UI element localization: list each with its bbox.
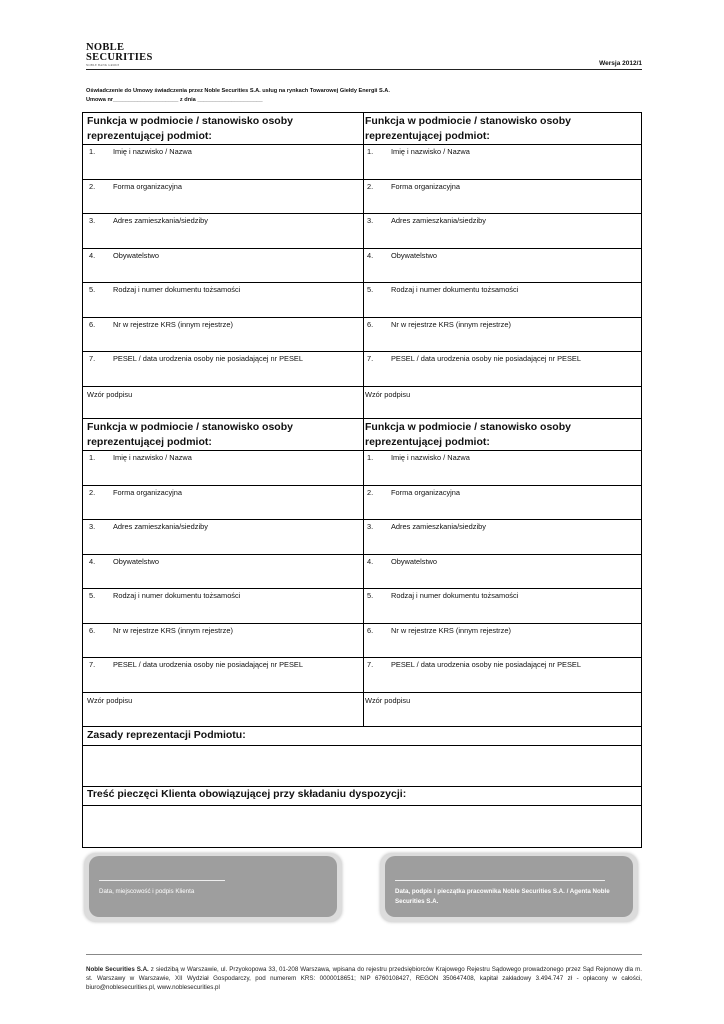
- field-number: 3.: [367, 522, 374, 531]
- person-column: [83, 113, 364, 418]
- person-field-row[interactable]: [83, 658, 363, 693]
- field-label: PESEL / data urodzenia osoby nie posiadającej nr PESEL: [113, 354, 303, 363]
- field-label: Forma organizacyjna: [391, 181, 461, 191]
- field-number: 5.: [367, 285, 374, 294]
- declaration-title: Oświadczenie do Umowy świadczenia przez Noble Securities S.A. usług na rynkach Towarowej Giełdy Energii S.A.: [86, 88, 390, 94]
- field-number: 1.: [89, 147, 96, 156]
- person-field-row[interactable]: [361, 624, 641, 659]
- field-label: Rodzaj i numer dokumentu tożsamości: [391, 591, 519, 600]
- field-number: 3.: [89, 522, 96, 531]
- person-field-row[interactable]: [361, 249, 641, 284]
- person-field-row[interactable]: [83, 352, 363, 387]
- field-number: 7.: [89, 354, 96, 363]
- field-label: Adres zamieszkania/siedziby: [391, 522, 486, 531]
- field-label: Forma organizacyjna: [113, 487, 183, 497]
- person-column: [361, 113, 641, 418]
- field-number: 2.: [89, 487, 96, 497]
- agreement-line: Umowa nr_____________________ z dnia _____________________: [86, 97, 263, 103]
- employee-signature-caption: Data, podpis i pieczątka pracownika Noble Securities S.A. / Agenta Noble Securities S.A.: [395, 888, 610, 905]
- person-field-row[interactable]: [361, 180, 641, 215]
- footer: [86, 965, 642, 992]
- representation-title: Zasady reprezentacji Podmiotu:: [83, 727, 641, 746]
- field-label: Nr w rejestrze KRS (innym rejestrze): [391, 319, 511, 329]
- field-number: 6.: [367, 319, 374, 329]
- field-label: Adres zamieszkania/siedziby: [113, 522, 208, 531]
- employee-signature-box[interactable]: [380, 853, 638, 922]
- client-signature-caption: Data, miejscowość i podpis Klienta: [99, 888, 195, 895]
- field-number: 1.: [367, 147, 374, 156]
- person-field-row[interactable]: [83, 486, 363, 521]
- person-field-row[interactable]: [361, 145, 641, 180]
- field-label: Obywatelstwo: [113, 250, 160, 260]
- person-grid-1: [82, 112, 642, 419]
- logo-line1: NOBLE: [86, 42, 125, 53]
- person-header: Funkcja w podmiocie / stanowisko osoby reprezentującej podmiot:: [361, 419, 641, 451]
- declaration: [86, 87, 390, 105]
- field-label: Imię i nazwisko / Nazwa: [113, 453, 192, 462]
- signature-specimen-field[interactable]: Wzór podpisu: [87, 695, 133, 705]
- field-number: 6.: [89, 319, 96, 329]
- field-number: 4.: [89, 556, 96, 566]
- field-number: 3.: [367, 216, 374, 225]
- person-field-row[interactable]: [361, 214, 641, 249]
- field-number: 6.: [89, 625, 96, 635]
- field-label: Obywatelstwo: [391, 556, 438, 566]
- footer-divider: [86, 954, 642, 955]
- client-signature-box[interactable]: [84, 853, 342, 922]
- person-field-row[interactable]: [83, 624, 363, 659]
- signature-specimen-field[interactable]: Wzór podpisu: [87, 389, 133, 399]
- person-field-row[interactable]: [83, 451, 363, 486]
- field-number: 2.: [367, 487, 374, 497]
- person-header: Funkcja w podmiocie / stanowisko osoby reprezentującej podmiot:: [83, 113, 363, 145]
- person-field-row[interactable]: [83, 145, 363, 180]
- person-field-row[interactable]: [83, 555, 363, 590]
- signature-specimen-field[interactable]: Wzór podpisu: [365, 695, 411, 705]
- field-label: Obywatelstwo: [113, 556, 160, 566]
- person-grid-2: [82, 418, 642, 727]
- signature-line: [99, 880, 225, 881]
- field-label: Obywatelstwo: [391, 250, 438, 260]
- field-number: 4.: [367, 556, 374, 566]
- person-column: [83, 419, 364, 726]
- logo-line2: SECURITIES: [86, 52, 153, 63]
- representation-section: [82, 726, 642, 787]
- person-field-row[interactable]: [361, 520, 641, 555]
- field-label: Nr w rejestrze KRS (innym rejestrze): [391, 625, 511, 635]
- field-label: PESEL / data urodzenia osoby nie posiadającej nr PESEL: [391, 660, 581, 669]
- person-field-row[interactable]: [83, 589, 363, 624]
- logo-tagline: NOBLE BANK GROUP: [86, 63, 120, 67]
- field-label: Rodzaj i numer dokumentu tożsamości: [113, 285, 241, 294]
- person-field-row[interactable]: [83, 520, 363, 555]
- field-number: 5.: [89, 285, 96, 294]
- field-number: 5.: [367, 591, 374, 600]
- representation-field[interactable]: [83, 746, 641, 790]
- field-number: 5.: [89, 591, 96, 600]
- version-label: Wersja 2012/1: [599, 60, 642, 67]
- field-label: Adres zamieszkania/siedziby: [391, 216, 486, 225]
- field-label: Rodzaj i numer dokumentu tożsamości: [391, 285, 519, 294]
- person-field-row[interactable]: [361, 589, 641, 624]
- person-field-row[interactable]: [361, 658, 641, 693]
- person-field-row[interactable]: [83, 283, 363, 318]
- person-field-row[interactable]: [361, 555, 641, 590]
- field-label: Forma organizacyjna: [113, 181, 183, 191]
- person-field-row[interactable]: [361, 451, 641, 486]
- header-divider: [86, 69, 642, 70]
- field-number: 7.: [367, 660, 374, 669]
- person-header: Funkcja w podmiocie / stanowisko osoby reprezentującej podmiot:: [83, 419, 363, 451]
- person-column: [361, 419, 641, 726]
- person-field-row[interactable]: [361, 318, 641, 353]
- field-label: Rodzaj i numer dokumentu tożsamości: [113, 591, 241, 600]
- field-number: 1.: [89, 453, 96, 462]
- person-field-row[interactable]: [83, 318, 363, 353]
- person-field-row[interactable]: [361, 283, 641, 318]
- company-logo: [86, 43, 153, 67]
- footer-company: Noble Securities S.A.: [86, 966, 149, 973]
- stamp-title: Treść pieczęci Klienta obowiązującej przy składaniu dyspozycji:: [83, 786, 641, 806]
- field-label: Imię i nazwisko / Nazwa: [391, 453, 470, 462]
- field-number: 2.: [367, 181, 374, 191]
- signature-line: [395, 880, 605, 881]
- field-label: PESEL / data urodzenia osoby nie posiadającej nr PESEL: [113, 660, 303, 669]
- field-label: Forma organizacyjna: [391, 487, 461, 497]
- field-label: Nr w rejestrze KRS (innym rejestrze): [113, 319, 233, 329]
- stamp-field[interactable]: [83, 806, 641, 850]
- field-number: 7.: [89, 660, 96, 669]
- field-label: Imię i nazwisko / Nazwa: [113, 147, 192, 156]
- field-label: Nr w rejestrze KRS (innym rejestrze): [113, 625, 233, 635]
- field-label: PESEL / data urodzenia osoby nie posiadającej nr PESEL: [391, 354, 581, 363]
- field-number: 3.: [89, 216, 96, 225]
- stamp-section: [82, 786, 642, 848]
- person-field-row[interactable]: [361, 486, 641, 521]
- field-label: Imię i nazwisko / Nazwa: [391, 147, 470, 156]
- field-number: 6.: [367, 625, 374, 635]
- signature-specimen-field[interactable]: Wzór podpisu: [365, 389, 411, 399]
- person-field-row[interactable]: [83, 180, 363, 215]
- field-number: 4.: [367, 250, 374, 260]
- person-field-row[interactable]: [83, 214, 363, 249]
- field-number: 2.: [89, 181, 96, 191]
- field-number: 1.: [367, 453, 374, 462]
- field-number: 4.: [89, 250, 96, 260]
- person-field-row[interactable]: [83, 249, 363, 284]
- footer-text: z siedzibą w Warszawie, ul. Przyokopowa 33, 01-208 Warszawa, wpisana do rejestru przedsiębiorców Krajowego Rejestru Sądowego prowadzonego przez Sąd Rejonowy dla m. st. Warszawy w Warszawie, XII Wydział Gospodarczy, pod numerem KRS: 0000018651; NIP 6760108427, REGON 350647408, kapitał zakładowy 3.494.747 zł - opłacony w całości, biuro@noblesecurities.pl, www.noblesecurities.pl: [86, 966, 642, 991]
- person-header: Funkcja w podmiocie / stanowisko osoby reprezentującej podmiot:: [361, 113, 641, 145]
- field-label: Adres zamieszkania/siedziby: [113, 216, 208, 225]
- person-field-row[interactable]: [361, 352, 641, 387]
- field-number: 7.: [367, 354, 374, 363]
